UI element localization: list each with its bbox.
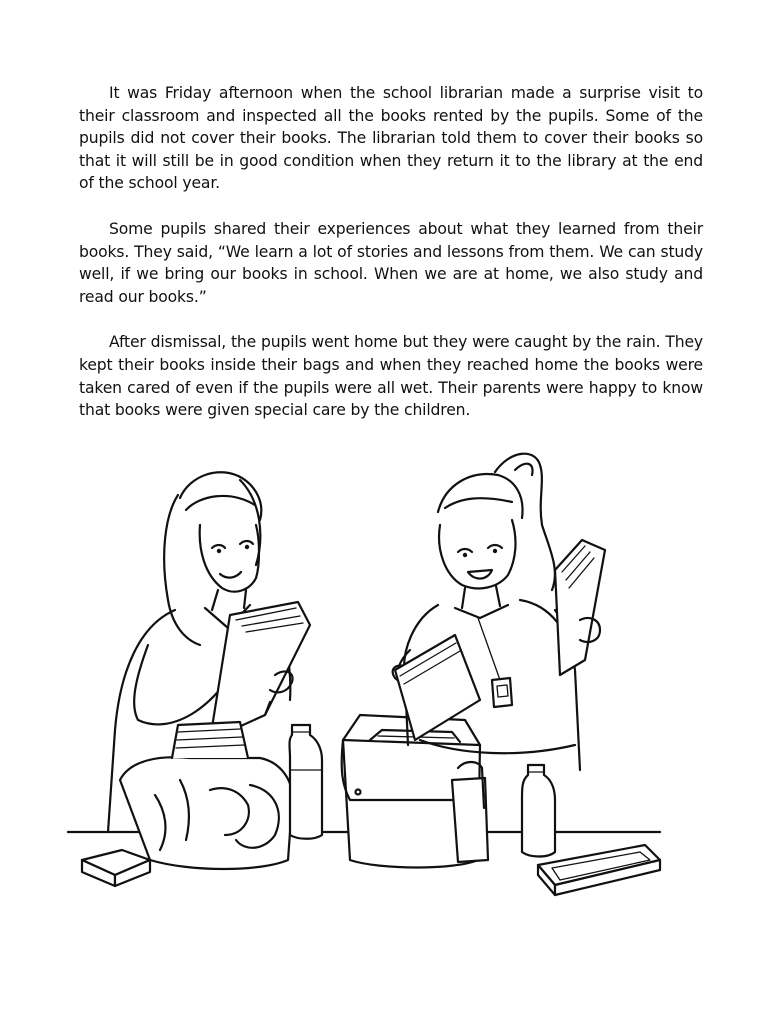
story-paragraph-3: After dismissal, the pupils went home but they were caught by the rain. They kept their books inside their bags and when they reached home the books were taken cared of even if the pupils were all wet. Their parents were happy to know that books were given special care by the children.	[79, 333, 703, 420]
story-paragraph-2: Some pupils shared their experiences about what they learned from their books. They said, “We learn a lot of stories and lessons from them. We can study well, if we bring our books in school. When we are at home, we also study and read our books.”	[79, 219, 703, 306]
right-girl	[393, 454, 605, 770]
illustration-drawing	[60, 440, 690, 900]
story-paragraph-1: It was Friday afternoon when the school librarian made a surprise visit to their classroom and inspected all the books rented by the pupils. Some of the pupils did not cover their books. The librarian told them to cover their books so that it will still be in good condition when they return it to the library at the end of the school year.	[79, 84, 703, 193]
pupils-with-books-illustration	[60, 440, 690, 900]
water-bottle-center	[290, 725, 323, 839]
open-backpack	[120, 722, 292, 869]
water-bottle-right	[522, 765, 555, 857]
eraser-box	[82, 850, 150, 886]
story-text	[79, 82, 703, 445]
pencil-case	[538, 845, 660, 895]
